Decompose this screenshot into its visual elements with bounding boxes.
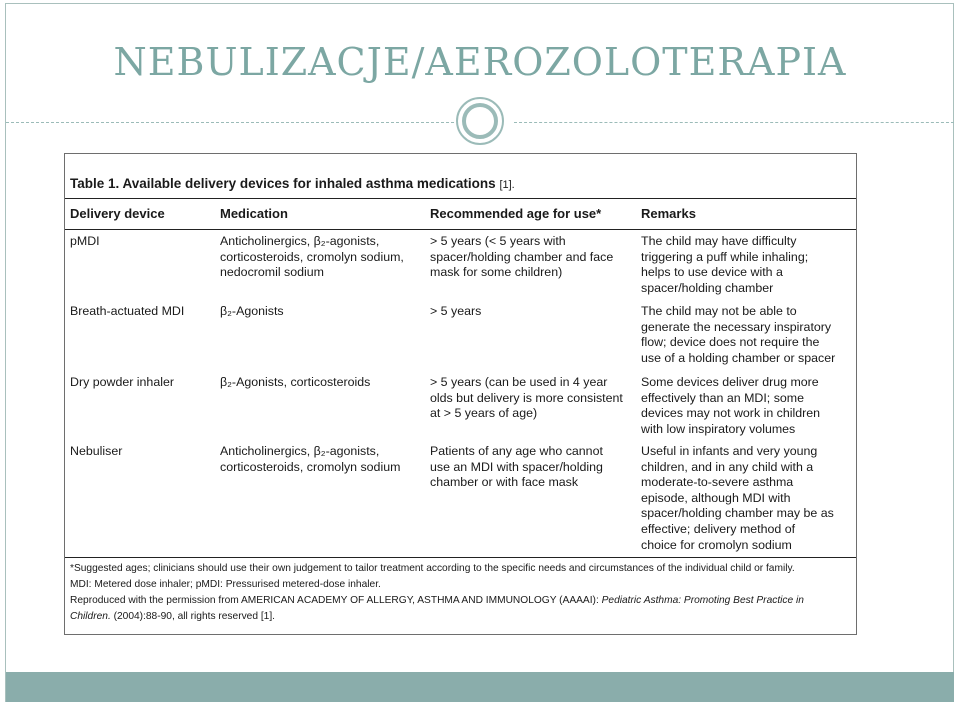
table-row-1-device: pMDI: [70, 234, 100, 248]
footnote-permission: [70, 594, 804, 608]
footnote-permission-text: Reproduced with the permission from AMERICAN ACADEMY OF ALLERGY, ASTHMA AND IMMUNOLOGY (AAAAI):: [70, 595, 602, 606]
table-row-2-medication: β₂-Agonists: [220, 304, 284, 318]
divider-circle-inner: [462, 103, 498, 139]
footnote-suggested-ages: *Suggested ages; clinicians should use their own judgement to tailor treatment according to the specific needs and circumstances of the individual child or family.: [70, 563, 795, 574]
slide-title: NEBULIZACJE/AEROZOLOTERAPIA: [113, 40, 847, 84]
table-caption-ref: [1].: [499, 179, 515, 191]
header-recommended-age: Recommended age for use*: [430, 206, 602, 221]
table-caption: [70, 176, 515, 191]
title-divider-left: [6, 122, 454, 123]
table-row-2-remarks: The child may not be able to generate the necessary inspiratory flow; device does not require the use of a holding chamber or spacer: [641, 304, 836, 365]
table-row-2-device: Breath-actuated MDI: [70, 304, 185, 318]
table-caption-text: Table 1. Available delivery devices for inhaled asthma medications: [70, 176, 496, 191]
table-row-4-remarks: Useful in infants and very young children, and in any child with a moderate-to-severe asthma episode, although MDI with spacer/holding chamber may be as effective; delivery method of choice for cromolyn sodium: [641, 444, 834, 552]
table-bottom-rule: [65, 557, 856, 558]
table-top-rule: [65, 198, 856, 199]
footnote-abbreviations: MDI: Metered dose inhaler; pMDI: Pressurised metered-dose inhaler.: [70, 579, 381, 590]
table-row-3-age: > 5 years (can be used in 4 year olds but delivery is more consistent at > 5 years of age): [430, 375, 623, 421]
slide-bottom-bar: [6, 672, 954, 702]
header-rule: [65, 229, 856, 230]
table-row-1-remarks: The child may have difficulty triggering a puff while inhaling; helps to use device with a spacer/holding chamber: [641, 234, 809, 295]
table-row-1-medication: Anticholinergics, β₂-agonists, corticosteroids, cromolyn sodium, nedocromil sodium: [220, 234, 404, 280]
table-row-3-device: Dry powder inhaler: [70, 375, 174, 389]
title-divider-right: [514, 122, 954, 123]
table-row-4-device: Nebuliser: [70, 444, 123, 458]
table-row-3-medication: β₂-Agonists, corticosteroids: [220, 375, 371, 389]
table-row-3-remarks: Some devices deliver drug more effectively than an MDI; some devices may not work in children with low inspiratory volumes: [641, 375, 821, 436]
table-row-2-age: > 5 years: [430, 304, 482, 318]
footnote-source-title-end: Children.: [70, 611, 111, 622]
table-image-panel: [64, 153, 857, 635]
footnote-source: [70, 610, 275, 624]
header-remarks: Remarks: [641, 206, 696, 221]
footnote-source-rights: (2004):88-90, all rights reserved [1].: [110, 611, 275, 622]
header-medication: Medication: [220, 206, 288, 221]
footnote-source-title: Pediatric Asthma: Promoting Best Practice in: [601, 595, 804, 606]
header-delivery-device: Delivery device: [70, 206, 165, 221]
table-row-1-age: > 5 years (< 5 years with spacer/holding chamber and face mask for some children): [430, 234, 614, 280]
divider-circle-ornament: [456, 97, 504, 145]
table-row-4-medication: Anticholinergics, β₂-agonists, corticosteroids, cromolyn sodium: [220, 444, 401, 474]
table-row-4-age: Patients of any age who cannot use an MDI with spacer/holding chamber or with face mask: [430, 444, 603, 490]
